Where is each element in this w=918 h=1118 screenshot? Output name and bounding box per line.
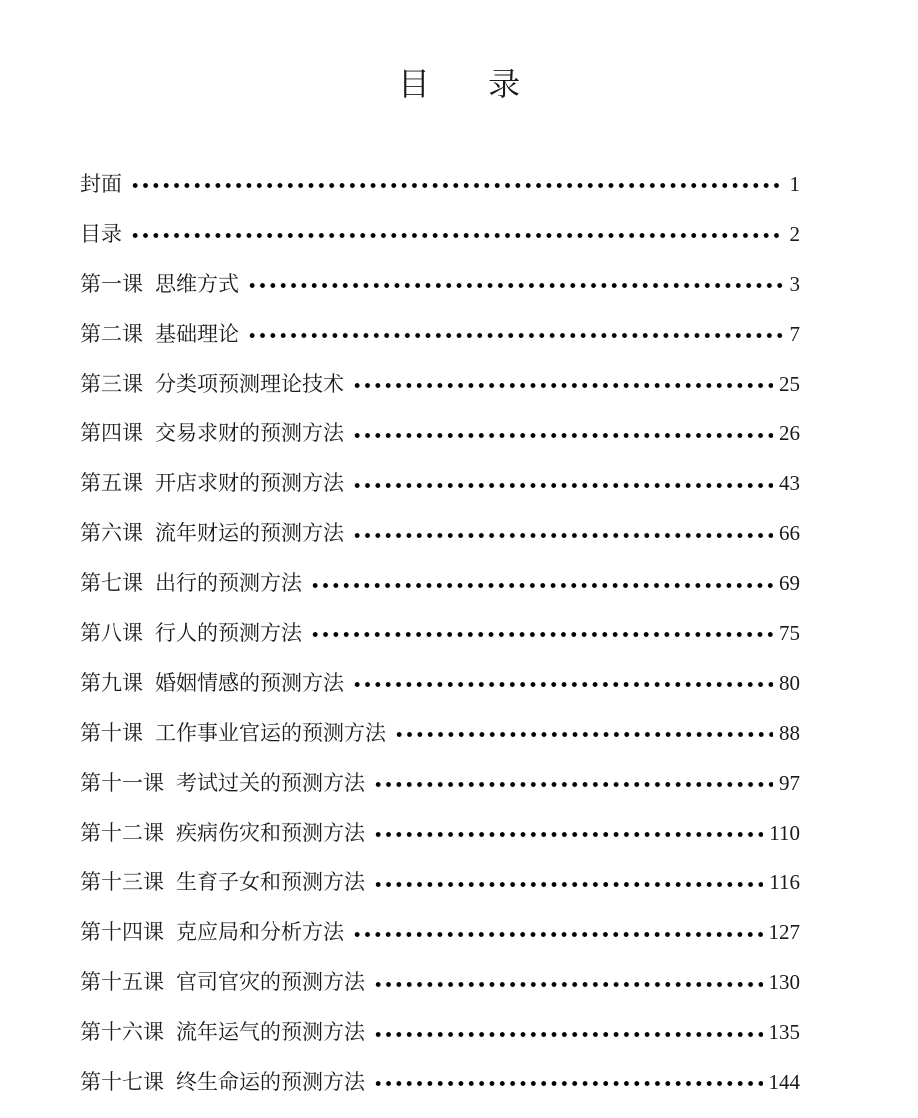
toc-lesson-number: 第三课	[80, 371, 143, 396]
toc-page-number: 116	[769, 870, 800, 895]
toc-topic: 工作事业官运的预测方法	[155, 720, 386, 745]
toc-entry-label	[80, 709, 386, 759]
table-of-contents	[80, 160, 800, 1108]
toc-lesson-number: 第四课	[80, 421, 143, 446]
toc-entry[interactable]	[80, 160, 800, 210]
toc-entry-label	[80, 609, 302, 659]
toc-lesson-number: 第九课	[80, 670, 143, 695]
toc-entry-label	[80, 459, 344, 509]
toc-entry-label	[80, 210, 122, 260]
toc-topic: 流年运气的预测方法	[176, 1020, 365, 1045]
dot-leader	[130, 183, 784, 188]
toc-topic: 考试过关的预测方法	[176, 770, 365, 795]
toc-topic: 婚姻情感的预测方法	[155, 670, 344, 695]
toc-page-number: 25	[779, 371, 800, 396]
toc-lesson-number: 第五课	[80, 471, 143, 496]
toc-page-number: 69	[779, 571, 800, 596]
toc-topic: 思维方式	[155, 271, 239, 296]
dot-leader	[352, 483, 773, 488]
dot-leader	[310, 583, 773, 588]
toc-entry-label	[80, 958, 365, 1008]
toc-entry[interactable]	[80, 609, 800, 659]
toc-entry[interactable]	[80, 809, 800, 859]
toc-entry[interactable]	[80, 1058, 800, 1108]
dot-leader	[352, 533, 773, 538]
toc-lesson-number: 第十五课	[80, 970, 164, 995]
toc-entry[interactable]	[80, 360, 800, 410]
dot-leader	[373, 832, 763, 837]
toc-entry-label	[80, 1058, 365, 1108]
page-title: 目 录	[397, 65, 545, 103]
toc-page-number: 88	[779, 720, 800, 745]
toc-page-number: 110	[769, 820, 800, 845]
toc-page-number: 130	[768, 970, 800, 995]
toc-page-number: 75	[779, 621, 800, 646]
toc-entry-label	[80, 509, 344, 559]
toc-lesson-number: 第二课	[80, 321, 143, 346]
toc-page-number: 80	[779, 670, 800, 695]
toc-entry-label	[80, 559, 302, 609]
toc-lesson-number: 第一课	[80, 271, 143, 296]
dot-leader	[352, 932, 763, 937]
toc-page-number: 3	[789, 271, 800, 296]
toc-topic: 封面	[80, 172, 122, 196]
toc-page-number: 43	[779, 471, 800, 496]
toc-entry[interactable]	[80, 409, 800, 459]
toc-entry[interactable]	[80, 908, 800, 958]
dot-leader	[394, 732, 773, 737]
dot-leader	[373, 1081, 763, 1086]
toc-entry-label	[80, 1008, 365, 1058]
toc-entry[interactable]	[80, 759, 800, 809]
toc-entry-label	[80, 759, 365, 809]
toc-lesson-number: 第十一课	[80, 770, 164, 795]
toc-topic: 生育子女和预测方法	[176, 870, 365, 895]
dot-leader	[373, 1032, 763, 1037]
toc-entry[interactable]	[80, 459, 800, 509]
toc-entry-label	[80, 360, 344, 410]
toc-topic: 官司官灾的预测方法	[176, 970, 365, 995]
toc-page-number: 26	[779, 421, 800, 446]
dot-leader	[352, 433, 773, 438]
toc-topic: 交易求财的预测方法	[155, 421, 344, 446]
toc-page-number: 135	[768, 1020, 800, 1045]
toc-entry-label	[80, 260, 239, 310]
dot-leader	[247, 333, 784, 338]
dot-leader	[247, 283, 784, 288]
toc-page-number: 66	[779, 521, 800, 546]
toc-topic: 目录	[80, 221, 122, 246]
dot-leader	[373, 782, 773, 787]
toc-page-number: 127	[768, 920, 800, 945]
toc-lesson-number: 第八课	[80, 621, 143, 646]
toc-entry[interactable]	[80, 858, 800, 908]
toc-entry[interactable]	[80, 559, 800, 609]
toc-topic: 疾病伤灾和预测方法	[176, 820, 365, 845]
toc-topic: 终生命运的预测方法	[176, 1070, 365, 1095]
dot-leader	[352, 682, 773, 687]
toc-entry[interactable]	[80, 1008, 800, 1058]
toc-entry-label	[80, 409, 344, 459]
toc-entry[interactable]	[80, 260, 800, 310]
dot-leader	[130, 233, 784, 238]
toc-entry-label	[80, 310, 239, 360]
toc-entry-label	[80, 659, 344, 709]
toc-topic: 基础理论	[155, 321, 239, 346]
toc-lesson-number: 第十三课	[80, 870, 164, 895]
dot-leader	[373, 982, 763, 987]
toc-entry[interactable]	[80, 210, 800, 260]
toc-page-number: 97	[779, 770, 800, 795]
toc-topic: 克应局和分析方法	[176, 920, 344, 945]
toc-lesson-number: 第七课	[80, 571, 143, 596]
toc-topic: 出行的预测方法	[155, 571, 302, 596]
toc-lesson-number: 第十六课	[80, 1020, 164, 1045]
toc-entry-label	[80, 858, 365, 908]
toc-lesson-number: 第六课	[80, 521, 143, 546]
toc-lesson-number: 第十四课	[80, 920, 164, 945]
dot-leader	[373, 882, 763, 887]
toc-topic: 流年财运的预测方法	[155, 521, 344, 546]
toc-entry[interactable]	[80, 709, 800, 759]
toc-entry[interactable]	[80, 509, 800, 559]
toc-topic: 分类项预测理论技术	[155, 371, 344, 396]
toc-page-number: 1	[789, 172, 800, 196]
toc-lesson-number: 第十课	[80, 720, 143, 745]
toc-page-number: 144	[768, 1070, 800, 1095]
toc-topic: 行人的预测方法	[155, 621, 302, 646]
toc-entry-label	[80, 809, 365, 859]
toc-entry[interactable]	[80, 659, 800, 709]
toc-entry-label	[80, 908, 344, 958]
toc-page-number: 2	[789, 221, 800, 246]
toc-topic: 开店求财的预测方法	[155, 471, 344, 496]
toc-page-number: 7	[789, 321, 800, 346]
toc-entry-label	[80, 160, 122, 210]
dot-leader	[352, 383, 773, 388]
dot-leader	[310, 632, 773, 637]
toc-lesson-number: 第十七课	[80, 1070, 164, 1095]
toc-entry[interactable]	[80, 310, 800, 360]
toc-lesson-number: 第十二课	[80, 820, 164, 845]
toc-entry[interactable]	[80, 958, 800, 1008]
